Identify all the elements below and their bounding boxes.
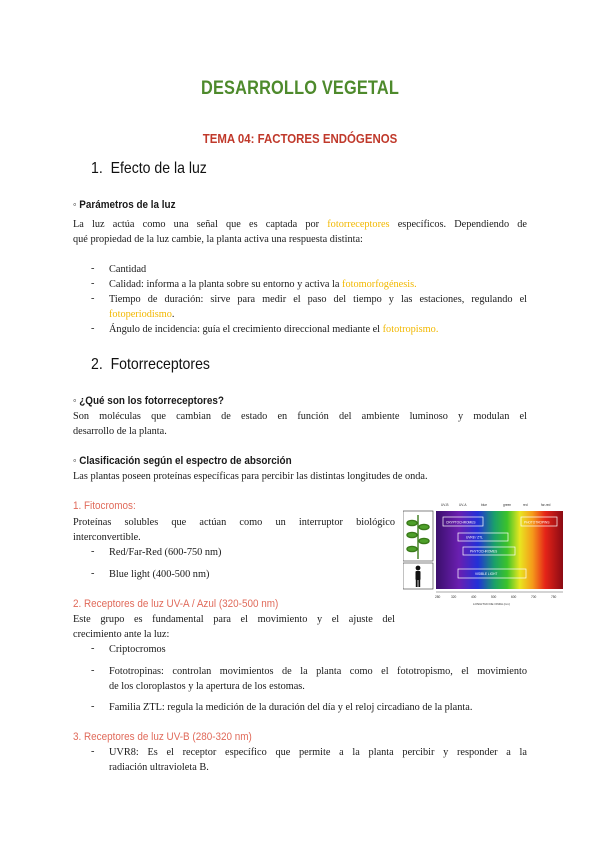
paragraph-line: Fototropinas: controlan movimientos de la planta como el fototropismo, el movimiento bbox=[109, 666, 527, 677]
section-2-title: Fotorreceptores bbox=[110, 356, 210, 373]
section-2-heading bbox=[91, 356, 210, 374]
list-dash: - bbox=[91, 278, 95, 289]
figure-top-labels bbox=[441, 503, 551, 507]
heading-uv-b: 3. Receptores de luz UV-B (280-320 nm) bbox=[73, 731, 252, 743]
paragraph-que-son bbox=[73, 410, 527, 439]
paragraph-line bbox=[109, 308, 527, 323]
text: . bbox=[171, 308, 175, 320]
list-item-angulo bbox=[109, 323, 438, 338]
section-1-title: Efecto de la luz bbox=[110, 160, 207, 177]
tick-label: 400 bbox=[471, 595, 477, 599]
box-label: PHYTOCHROMES bbox=[470, 549, 498, 554]
axis-ticks bbox=[435, 595, 557, 599]
list-dash: - bbox=[91, 293, 95, 304]
document-subtitle: TEMA 04: FACTORES ENDÓGENOS bbox=[202, 131, 398, 146]
top-label: UV-B bbox=[441, 503, 449, 507]
paragraph-line: radiación ultravioleta B. bbox=[109, 761, 209, 773]
box-label: PHOTOTROPINS bbox=[524, 520, 550, 525]
top-label: red bbox=[523, 503, 528, 507]
highlight-fotoperiodismo: fotoperiodismo bbox=[109, 308, 172, 320]
top-label: blue bbox=[481, 503, 488, 507]
heading-fitocromos: 1. Fitocromos: bbox=[73, 500, 136, 512]
list-dash: - bbox=[91, 746, 95, 757]
top-label: green bbox=[503, 503, 512, 507]
bullet-heading-parametros: ◦ Parámetros de la luz bbox=[73, 199, 176, 211]
paragraph-line: desarrollo de la planta. bbox=[73, 425, 167, 437]
list-dash: - bbox=[91, 263, 95, 274]
tick-label: 280 bbox=[435, 595, 441, 599]
tick-label: 500 bbox=[491, 595, 497, 599]
highlight-fototropismo: fototropismo. bbox=[382, 324, 439, 335]
paragraph-line: Proteínas solubles que actúan como un interruptor biológico bbox=[73, 517, 395, 528]
tick-label: 600 bbox=[511, 595, 517, 599]
list-dash: - bbox=[91, 643, 95, 654]
paragraph-intro bbox=[73, 218, 527, 247]
paragraph-line: qué propiedad de la luz cambie, la planta activa una respuesta distinta: bbox=[73, 233, 363, 245]
list-item-blue-light: Blue light (400-500 nm) bbox=[109, 569, 210, 580]
tick-label: 700 bbox=[531, 595, 537, 599]
list-item-cantidad: Cantidad bbox=[109, 264, 147, 275]
box-label: CRYPTOCHROMES bbox=[446, 520, 476, 525]
list-dash: - bbox=[91, 323, 95, 334]
paragraph-clasificacion: Las plantas poseen proteínas específicas para percibir las distintas longitudes de onda. bbox=[73, 471, 428, 482]
list-dash: - bbox=[91, 546, 95, 557]
paragraph-uv-a bbox=[73, 613, 395, 642]
bullet-heading-que-son: ◦ ¿Qué son los fotorreceptores? bbox=[73, 395, 224, 407]
paragraph-line: de los cloroplastos y la apertura de los estomas. bbox=[109, 680, 305, 692]
list-item-fototropinas bbox=[109, 665, 527, 694]
list-item-familia-ztl: Familia ZTL: regula la medición de la duración del día y el reloj circadiano de la planta. bbox=[109, 702, 473, 713]
document-title: DESARROLLO VEGETAL bbox=[201, 78, 399, 99]
text: La luz actúa como una señal que es captada por bbox=[73, 219, 328, 230]
paragraph-line: interconvertible. bbox=[73, 531, 141, 543]
box-label: UVR8 / ZTL bbox=[466, 535, 483, 540]
heading-uv-a: 2. Receptores de luz UV-A / Azul (320-500 nm) bbox=[73, 598, 279, 610]
list-dash: - bbox=[91, 568, 95, 579]
bullet-heading-clasificacion: ◦ Clasificación según el espectro de absorción bbox=[73, 455, 292, 467]
text: Ángulo de incidencia: guía el crecimiento direccional mediante el bbox=[109, 324, 383, 335]
absorption-spectrum-figure bbox=[403, 497, 569, 619]
tick-label: 750 bbox=[551, 595, 557, 599]
list-item-red-far-red: Red/Far-Red (600-750 nm) bbox=[109, 547, 222, 558]
section-2-number: 2. bbox=[91, 356, 103, 373]
paragraph-line: UVR8: Es el receptor específico que permite a la planta percibir y responder a la bbox=[109, 747, 527, 758]
highlight-fotomorfogenesis: fotomorfogénesis. bbox=[342, 279, 417, 290]
text: Calidad: informa a la planta sobre su entorno y activa la bbox=[109, 279, 343, 290]
paragraph-fitocromos bbox=[73, 516, 395, 545]
paragraph-line: Este grupo es fundamental para el movimiento y el ajuste del bbox=[73, 614, 395, 625]
list-item-tiempo bbox=[109, 293, 527, 322]
paragraph-line: crecimiento ante la luz: bbox=[73, 628, 170, 640]
box-label: VISIBLE LIGHT bbox=[475, 572, 498, 576]
axis-label: LONGITUD DE ONDA (nm) bbox=[473, 602, 510, 606]
highlight-fotorreceptores: fotorreceptores bbox=[327, 219, 390, 230]
top-label: far-red bbox=[541, 503, 551, 507]
top-label: UV-A bbox=[459, 503, 467, 507]
paragraph-line: Son moléculas que cambian de estado en función del ambiente luminoso y modulan el bbox=[73, 411, 527, 422]
list-dash: - bbox=[91, 665, 95, 676]
list-dash: - bbox=[91, 701, 95, 712]
section-1-number: 1. bbox=[91, 160, 103, 177]
section-1-heading bbox=[91, 160, 207, 178]
text: específicos. Dependiendo de bbox=[389, 219, 527, 230]
paragraph-line bbox=[73, 218, 527, 233]
list-item-criptocromos: Criptocromos bbox=[109, 644, 166, 655]
list-item-uvr8 bbox=[109, 746, 527, 775]
tick-label: 320 bbox=[451, 595, 457, 599]
list-item-calidad bbox=[109, 278, 417, 293]
text: Tiempo de duración: sirve para medir el paso del tiempo y las estaciones, regulando el bbox=[109, 294, 527, 305]
